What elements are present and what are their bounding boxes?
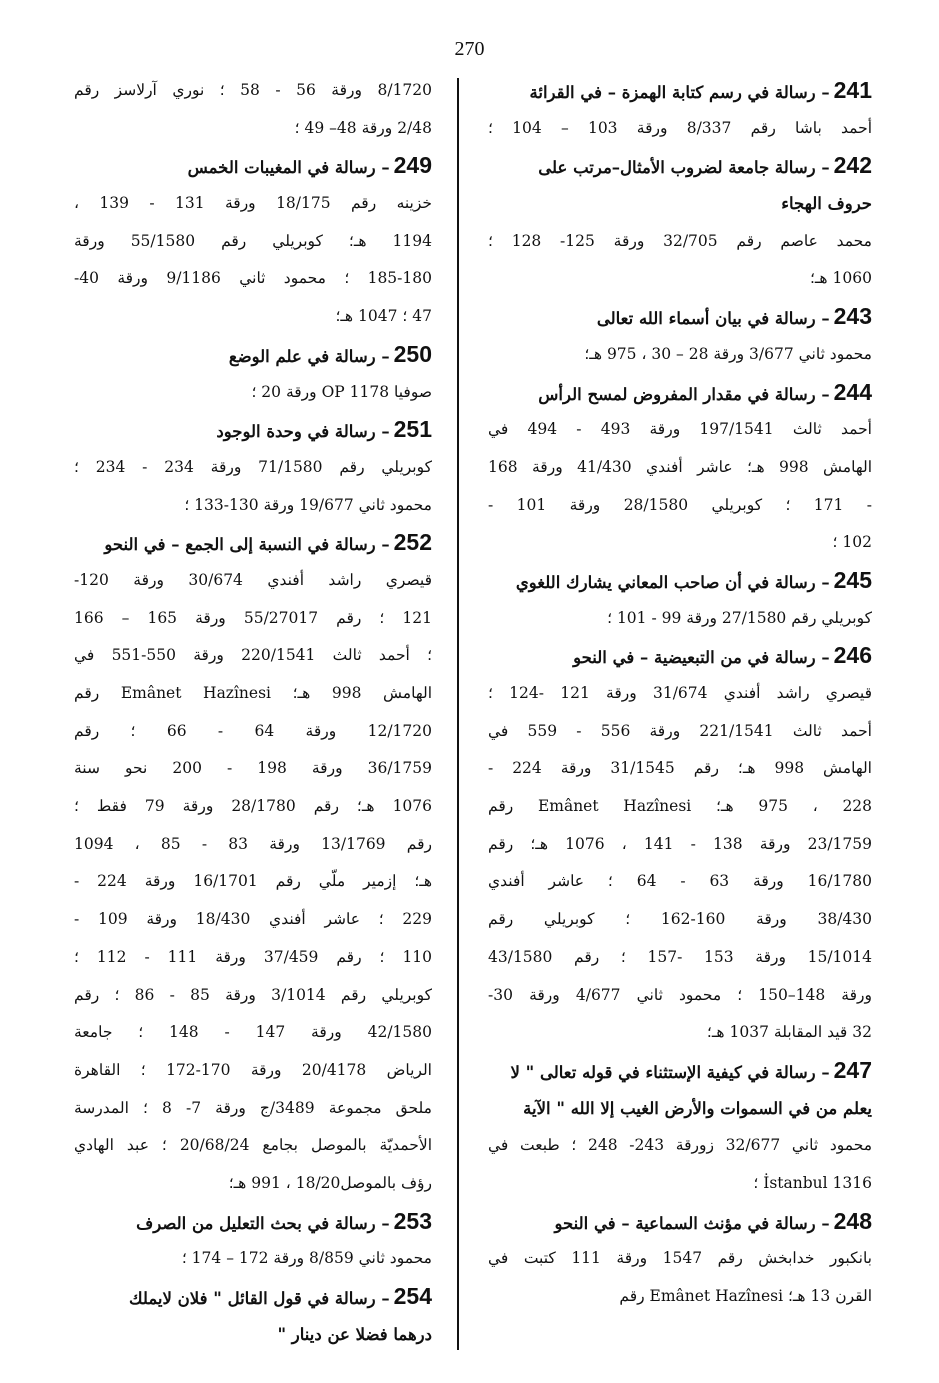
entry-text: كوبريلي رقم 27/1580 ورقة 99 - 101 ؛ [607, 608, 872, 627]
entry-text: – رسالة في بحث التعليل من الصرف [136, 1213, 390, 1233]
entry-text-line [488, 223, 872, 261]
entry-text: 8/1720 ورقة 56 - 58 ؛ نوري آرلاسز رقم [74, 81, 432, 99]
entry-text-line [488, 1127, 872, 1165]
entry-text: 121 ؛ رقم 55/27017 ورقة 165 – 166 [74, 608, 432, 627]
entry-text-line [74, 374, 432, 412]
entry-number: 254 [393, 1283, 432, 1309]
entry-text-line [74, 110, 432, 148]
entry-text: رؤف بالموصل18/20 ، 991 هـ؛ [228, 1173, 432, 1192]
entry-text: محمود ثاني 3/677 ورقة 28 – 30 ، 975 هـ؛ [584, 344, 872, 363]
entry-text: 42/1580 ورقة 147 - 148 ؛ جامعة [74, 1023, 432, 1042]
entry-number: 252 [393, 529, 432, 556]
entry-text: 1076 هـ؛ رقم 28/1780 ورقة 79 فقط ؛ [74, 797, 432, 816]
entry-text: الأحمديّة بالموصل بجامع 20/68/24 ؛ عبد الهادي [74, 1136, 432, 1155]
entry-text: 2/48 ورقة 48– 49 ؛ [294, 118, 432, 137]
entry-text: الهامش 998 هـ؛ رقم 31/1545 ورقة 224 - [488, 759, 872, 778]
entry-heading-244 [488, 374, 872, 412]
entry-text: 12/1720 ورقة 64 - 66 ؛ رقم [74, 721, 432, 740]
entry-heading-253 [74, 1203, 432, 1241]
entry-text: – رسالة في المغيبات الخمس [187, 158, 390, 178]
entry-text: 229 ؛ عاشر أفندي 18/430 ورقة 109 - [74, 910, 432, 929]
entry-number: 241 [833, 77, 872, 103]
left-column [74, 72, 432, 1353]
entry-heading-continued [74, 1316, 432, 1354]
entry-text: قيصري راشد أفندي 31/674 ورقة 121 -124 ؛ [488, 684, 872, 702]
entry-text-line [74, 788, 432, 826]
entry-text-line [74, 223, 432, 261]
entry-text: أحمد ثالث 221/1541 ورقة 556 - 559 في [488, 721, 872, 740]
entry-text-line [74, 939, 432, 977]
entry-number: 249 [393, 152, 432, 179]
entry-text-line [488, 939, 872, 977]
entry-text-line [74, 298, 432, 336]
entry-text-line [74, 750, 432, 788]
entry-text: درهما فضلا عن دينار " [277, 1324, 432, 1344]
entry-text: – رسالة في أن صاحب المعاني يشارك اللغوي [515, 572, 830, 592]
entry-text-line [74, 487, 432, 525]
entry-text: – رسالة في قول القائل " فلان لايملك [129, 1289, 390, 1308]
entry-text: 110 ؛ رقم 37/459 ورقة 111 - 112 ؛ [74, 947, 432, 966]
entry-heading-243 [488, 298, 872, 336]
entry-text: هـ؛ إزمير ملّي رقم 16/1701 ورقة 224 - [74, 872, 432, 891]
entry-text-line [74, 260, 432, 298]
entry-text-line [488, 713, 872, 751]
entry-text-line [488, 411, 872, 449]
entry-text: 16/1780 ورقة 63 - 64 ؛ عاشر أفندي [488, 872, 872, 891]
entry-text-line [488, 600, 872, 638]
entry-text-line [74, 977, 432, 1015]
entry-text: 1060 هـ؛ [809, 269, 872, 288]
entry-text: صوفيا OP 1178 ورقة 20 ؛ [251, 382, 432, 401]
entry-text: محمود ثاني 32/677 زورقة 243- 248 ؛ طبعت في [488, 1136, 872, 1155]
entry-text-line [74, 713, 432, 751]
entry-text-line [74, 1127, 432, 1165]
entry-text: ؛ أحمد ثالث 220/1541 ورقة 550-551 في [74, 646, 432, 665]
entry-text: 32 قيد المقابلة 1037 هـ؛ [706, 1023, 872, 1042]
entry-text-line [74, 1052, 432, 1090]
entry-text-line [488, 1240, 872, 1278]
entry-text-line [488, 487, 872, 525]
entry-heading-254 [74, 1278, 432, 1316]
entry-text: – رسالة في مقدار المفروض لمسح الرأس [538, 384, 830, 404]
entry-text: – رسالة في وحدة الوجود [216, 422, 390, 442]
entry-text: أحمد ثالث 197/1541 ورقة 493 - 494 في [488, 420, 872, 439]
entry-text-line [488, 750, 872, 788]
entry-heading-continued [488, 185, 872, 223]
entry-number: 246 [833, 642, 872, 669]
page-number: 270 [454, 38, 485, 60]
entry-text: – رسالة في بيان أسماء الله تعالى [596, 309, 830, 329]
entry-text: رقم 13/1769 ورقة 83 - 85 ، 1094 [74, 834, 432, 853]
entry-text: الرياض 20/4178 ورقة 170-172 ؛ القاهرة [74, 1060, 432, 1079]
entry-text: 38/430 ورقة 160-162 ؛ كوبريلي رقم [488, 910, 872, 929]
entry-text: ورقة 148–150 ؛ محمود ثاني 4/677 ورقة 30- [488, 985, 872, 1004]
entry-text: كوبريلي رقم 71/1580 ورقة 234 - 234 ؛ [74, 457, 432, 476]
entry-number: 248 [833, 1207, 872, 1234]
entry-text: ملحق مجموعة 3489/ج ورقة 7- 8 ؛ المدرسة [74, 1098, 432, 1117]
entry-text: كوبريلي رقم 3/1014 ورقة 85 - 86 ؛ رقم [74, 985, 432, 1004]
entry-number: 247 [833, 1056, 872, 1083]
entry-heading-continued [488, 1090, 872, 1128]
entry-text: أحمد باشا رقم 8/337 ورقة 103 – 104 ؛ [488, 118, 872, 137]
entry-text: يعلم من في السموات والأرض الغيب إلا الله " الآية [523, 1098, 872, 1118]
entry-heading-248 [488, 1203, 872, 1241]
entry-text-line [74, 562, 432, 600]
entry-text-line [74, 72, 432, 110]
entry-number: 245 [833, 566, 872, 593]
entry-text-line [488, 788, 872, 826]
entry-text: القرن 13 هـ؛ Emânet Hazînesi رقم [619, 1287, 872, 1305]
entry-text: – رسالة في النسبة إلى الجمع – في النحو [104, 535, 390, 555]
entry-heading-247 [488, 1052, 872, 1090]
entry-text: الهامش 998 هـ؛ عاشر أفندي 41/430 ورقة 168 [488, 457, 872, 476]
entry-text-line [488, 1165, 872, 1203]
entry-text-line [74, 449, 432, 487]
entry-text: 47 ؛ 1047 هـ؛ [335, 307, 432, 326]
entry-text-line [74, 675, 432, 713]
entry-text: 23/1759 ورقة 138 - 141 ، 1076 هـ؛ رقم [488, 834, 872, 853]
entry-number: 251 [393, 416, 432, 443]
entry-text: – رسالة في مؤنث السماعية – في النحو [554, 1213, 830, 1233]
entry-text-line [74, 600, 432, 638]
entry-text: 1194 هـ؛ كوبريلي رقم 55/1580 ورقة [74, 231, 432, 250]
entry-text-line [488, 1014, 872, 1052]
column-divider [457, 78, 459, 1350]
entry-heading-251 [74, 411, 432, 449]
entry-text: خزينه رقم 18/175 ورقة 131 - 139 ، [74, 194, 432, 213]
entry-text: – رسالة جامعة لضروب الأمثال–مرتب على [538, 158, 830, 178]
entry-text-line [488, 336, 872, 374]
entry-text: – رسالة في من التبعيضية – في النحو [573, 648, 830, 668]
entry-text-line [488, 260, 872, 298]
entry-text-line [74, 863, 432, 901]
entry-text: – رسالة في علم الوضع [228, 346, 390, 366]
entry-text: حروف الهجاء [781, 194, 872, 214]
entry-text-line [74, 1165, 432, 1203]
entry-text: قيصري راشد أفندي 30/674 ورقة 120- [74, 570, 432, 589]
entry-text-line [488, 110, 872, 148]
entry-text-line [488, 675, 872, 713]
entry-text: محمود ثاني 19/677 ورقة 130-133 ؛ [184, 495, 432, 514]
entry-text-line [488, 449, 872, 487]
entry-text: الهامش 998 هـ؛ Emânet Hazînesi رقم [74, 684, 432, 702]
entry-text-line [488, 1278, 872, 1316]
entry-number: 253 [393, 1207, 432, 1234]
entry-heading-246 [488, 637, 872, 675]
entry-text: 185-180 ؛ محمود ثاني 9/1186 ورقة 40- [74, 269, 432, 288]
entry-text: 36/1759 ورقة 198 - 200 نحو سنة [74, 759, 432, 778]
right-column [488, 72, 872, 1316]
entry-heading-249 [74, 147, 432, 185]
entry-text-line [74, 901, 432, 939]
entry-text-line [488, 863, 872, 901]
entry-text-line [74, 637, 432, 675]
entry-text: بانكبور خدابخش رقم 1547 ورقة 111 كتبت في [488, 1249, 872, 1268]
entry-text-line [74, 1240, 432, 1278]
entry-text: 102 ؛ [832, 533, 872, 552]
entry-text-line [74, 826, 432, 864]
entry-text-line [488, 826, 872, 864]
entry-heading-250 [74, 336, 432, 374]
entry-text: محمود ثاني 8/859 ورقة 172 – 174 ؛ [181, 1249, 432, 1268]
entry-text: محمد عاصم رقم 32/705 ورقة 125- 128 ؛ [488, 231, 872, 250]
entry-text: 1316 İstanbul ؛ [753, 1173, 872, 1192]
entry-text: 228 ، 975 هـ؛ Emânet Hazînesi رقم [488, 797, 872, 816]
entry-number: 243 [833, 303, 872, 330]
entry-heading-242 [488, 147, 872, 185]
entry-heading-241 [488, 72, 872, 110]
entry-text-line [74, 185, 432, 223]
entry-text: 15/1014 ورقة 153 -157 ؛ رقم 43/1580 [488, 947, 872, 966]
entry-number: 250 [393, 340, 432, 367]
entry-text: - 171 ؛ كوبريلي 28/1580 ورقة 101 - [488, 495, 872, 514]
entry-text-line [74, 1090, 432, 1128]
entry-text: – رسالة في كيفية الإستثناء في قوله تعالى " لا [510, 1062, 830, 1082]
entry-heading-245 [488, 562, 872, 600]
entry-text-line [488, 901, 872, 939]
entry-heading-252 [74, 524, 432, 562]
entry-text: – رسالة في رسم كتابة الهمزة – في القرائة [529, 83, 830, 102]
entry-text-line [74, 1014, 432, 1052]
entry-text-line [488, 977, 872, 1015]
entry-number: 244 [833, 378, 872, 405]
entry-number: 242 [833, 152, 872, 179]
entry-text-line [488, 524, 872, 562]
